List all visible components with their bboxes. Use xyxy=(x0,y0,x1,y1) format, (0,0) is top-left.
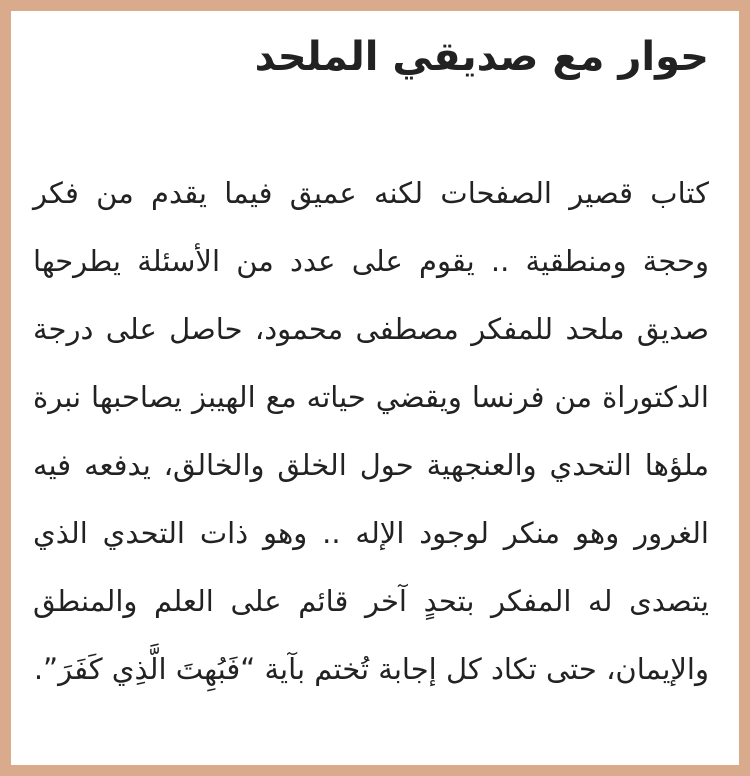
article-card xyxy=(11,11,739,765)
article-title: حوار مع صديقي الملحد xyxy=(254,34,709,80)
article-body: كتاب قصير الصفحات لكنه عميق فيما يقدم من فكر وحجة ومنطقية .. يقوم على عدد من الأسئلة يطرحها صديق ملحد للمفكر مصطفى محمود، حاصل على درجة الدكتوراة من فرنسا ويقضي حياته مع الهيبز يصاحبها نبرة ملؤها التحدي والعنجهية حول الخلق والخالق، يدفعه فيه الغرور وهو منكر لوجود الإله .. وهو ذات التحدي الذي يتصدى له المفكر بتحدٍ آخر قائم على العلم والمنطق والإيمان، حتى تكاد كل إجابة تُختم بآية “فَبُهِتَ الَّذِي كَفَرَ”. xyxy=(33,176,709,686)
